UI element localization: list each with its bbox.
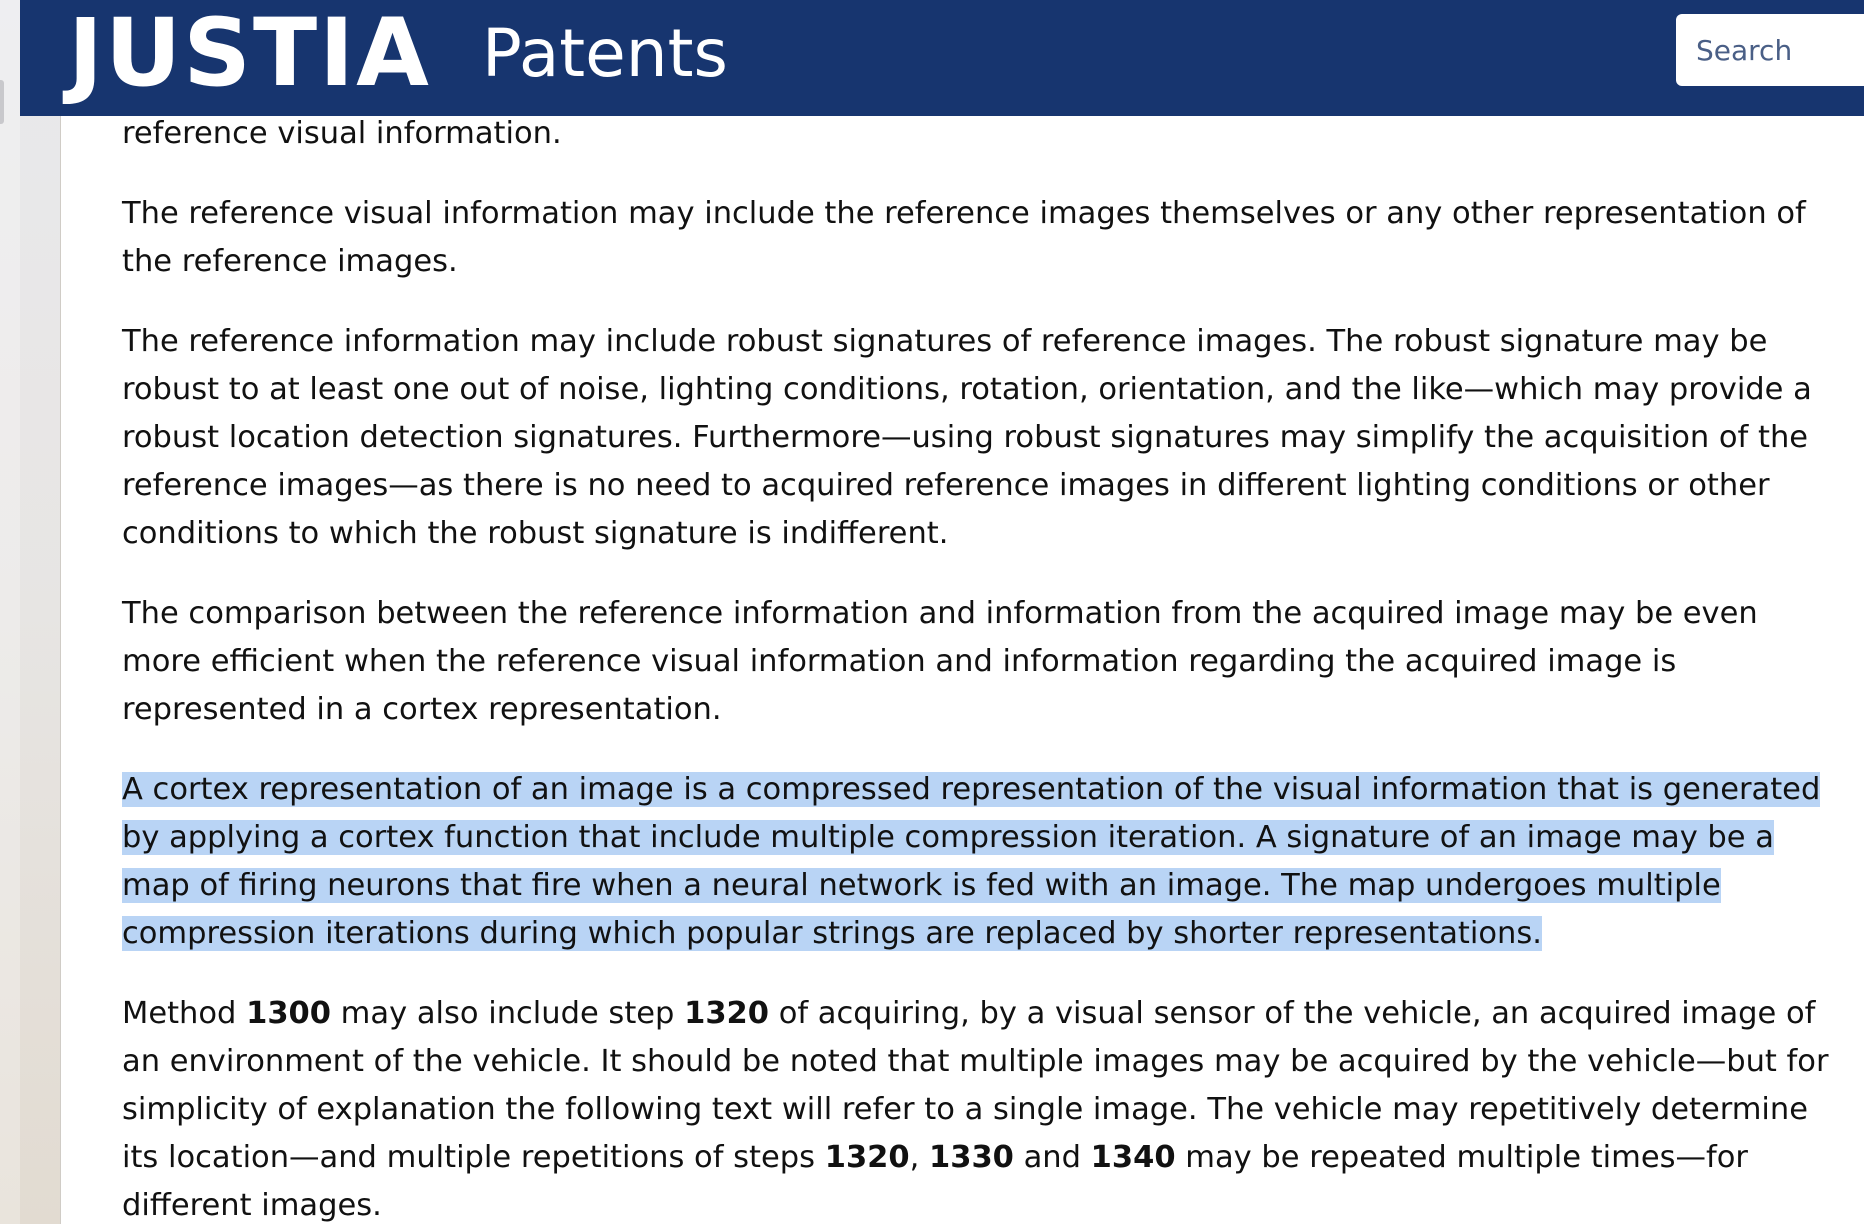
reference-numeral: 1330 bbox=[929, 1140, 1014, 1175]
text-run: of acquiring, by a visual sensor of the vehicle, an acquired image of an environment of the vehicle. It should be noted that multiple images may be acquired by the vehicle—but for simplicity of explanation the following text will refer to a single image. The vehicle may repetitively determine its location—and multiple repetitions of steps bbox=[122, 996, 1829, 1175]
reference-numeral: 1340 bbox=[1090, 1140, 1176, 1175]
text-run: Method bbox=[122, 996, 247, 1031]
patent-description bbox=[122, 110, 1834, 1224]
window-sidebar-edge bbox=[0, 0, 61, 1224]
sidebar-handle[interactable] bbox=[0, 80, 4, 124]
reference-numeral: 1300 bbox=[246, 996, 331, 1031]
paragraph: The reference visual information may include the reference images themselves or any other representation of the reference images. bbox=[122, 196, 1806, 279]
highlighted-paragraph bbox=[122, 766, 1834, 958]
site-header bbox=[20, 0, 1864, 116]
reference-numeral: 1320 bbox=[684, 996, 769, 1031]
text-run: and bbox=[1013, 1140, 1091, 1175]
justia-logo[interactable]: JUSTIA bbox=[68, 0, 431, 108]
paragraph: The comparison between the reference information and information from the acquired image may be even more efficient when the reference visual information and information regarding the acquired image is represented in a cortex representation. bbox=[122, 596, 1758, 727]
paragraph bbox=[122, 990, 1834, 1224]
reference-numeral: 1320 bbox=[824, 1140, 910, 1175]
search-input[interactable] bbox=[1676, 14, 1864, 86]
text-run: , bbox=[909, 1140, 929, 1175]
sidebar-strip bbox=[0, 0, 20, 1224]
text-run: may be repeated multiple times—for different images. bbox=[122, 1140, 1748, 1223]
paragraph: The reference information may include robust signatures of reference images. The robust signature may be robust to at least one out of noise, lighting conditions, rotation, orientation, and the like—which may provide a robust location detection signatures. Furthermore—using robust signatures may simplify the acquisition of the reference images—as there is no need to acquired reference images in different lighting conditions or other conditions to which the robust signature is indifferent. bbox=[122, 324, 1812, 551]
section-title[interactable]: Patents bbox=[482, 15, 728, 92]
paragraph: reference visual information. bbox=[122, 116, 562, 151]
text-selection[interactable]: A cortex representation of an image is a compressed representation of the visual information that is generated by applying a cortex function that include multiple compression iteration. A signature of an image may be a map of firing neurons that fire when a neural network is fed with an image. The map undergoes multiple compression iterations during which popular strings are replaced by shorter representations. bbox=[122, 772, 1821, 951]
text-run: may also include step bbox=[330, 996, 685, 1031]
